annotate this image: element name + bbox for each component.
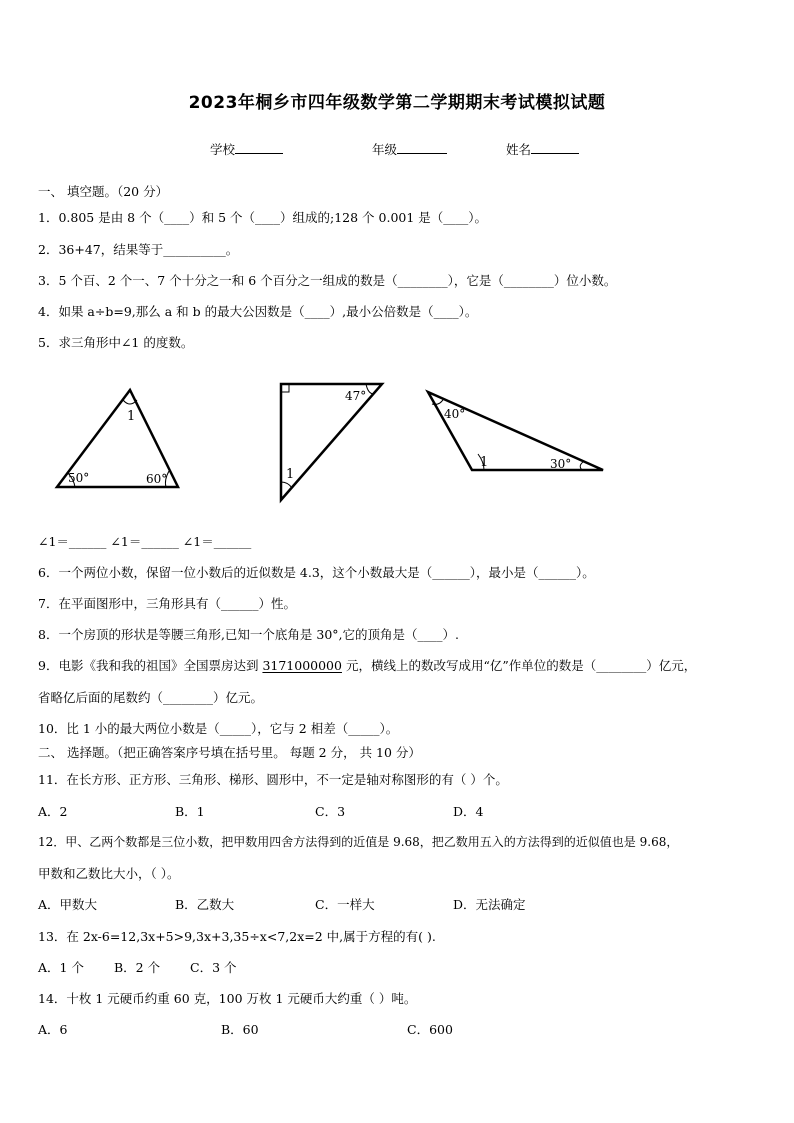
q11-option-d[interactable]: D．4: [453, 804, 484, 819]
q14-option-a[interactable]: A．6: [38, 1022, 68, 1037]
question-12: 12．甲、乙两个数都是三位小数，把甲数用四舍方法得到的近值是 9.68，把乙数用五入的方法得到的近似值也是 9.68，: [38, 835, 679, 849]
triangle-3-angle-b: 30°: [550, 457, 572, 471]
q12-option-a[interactable]: A．甲数大: [38, 897, 98, 912]
q14-option-b[interactable]: B．60: [221, 1022, 259, 1037]
question-10: 10．比 1 小的最大两位小数是（_____），它与 2 相差（_____）。: [38, 721, 399, 736]
q11-option-c[interactable]: C．3: [315, 804, 346, 819]
triangle-2: [281, 384, 382, 500]
question-3: 3．5 个百、2 个一、7 个十分之一和 6 个百分之一组成的数是（________），它是（________）位小数。: [38, 273, 617, 288]
q13-option-c[interactable]: C．3 个: [190, 960, 237, 975]
q12-option-d[interactable]: D．无法确定: [453, 897, 526, 912]
name-label: 姓名: [506, 142, 532, 157]
triangle-1-angle-a: 50°: [68, 471, 90, 485]
section1-header: 一、 填空题。（20 分）: [38, 184, 169, 199]
question-11: 11．在长方形、正方形、三角形、梯形、圆形中，不一定是轴对称图形的有（ ）个。: [38, 772, 508, 787]
question-9: [38, 656, 696, 674]
question-14: 14．十枚 1 元硬币约重 60 克，100 万枚 1 元硬币大约重（ ）吨。: [38, 991, 417, 1006]
question-1: 1．0.805 是由 8 个（____）和 5 个（____）组成的;128 个 0.001 是（____）。: [38, 210, 488, 225]
triangle-2-angle-a: 47°: [345, 389, 367, 403]
triangle-1: [57, 390, 178, 487]
school-label: 学校: [210, 142, 236, 157]
q13-option-b[interactable]: B．2 个: [114, 960, 161, 975]
section2-header: 二、 选择题。（把正确答案序号填在括号里。 每题 2 分， 共 10 分）: [38, 745, 421, 760]
question-9-post: 元，横线上的数改写成用“亿”作单位的数是（________）亿元，: [341, 658, 697, 673]
triangle-1-angle-label: 1: [127, 409, 136, 424]
question-4: 4．如果 a÷b=9,那么 a 和 b 的最大公因数是（____）,最小公倍数是（____）。: [38, 304, 478, 319]
q13-option-a[interactable]: A．1 个: [38, 960, 84, 975]
triangle-1-angle-b: 60°: [146, 472, 168, 486]
question-12-line2: 甲数和乙数比大小，（ ）。: [38, 866, 180, 881]
question-9-pre: 9．电影《我和我的祖国》全国票房达到: [38, 658, 263, 673]
school-field: [210, 140, 283, 158]
triangle-figures: [0, 370, 794, 510]
question-9-line2: 省略亿后面的尾数约（________）亿元。: [38, 690, 264, 705]
grade-field: [372, 140, 447, 158]
school-blank[interactable]: [235, 141, 283, 154]
question-13: 13．在 2x-6=12,3x+5>9,3x+3,35÷x<7,2x=2 中,属于方程的有( ).: [38, 929, 436, 944]
q14-option-c[interactable]: C．600: [407, 1022, 453, 1037]
grade-label: 年级: [372, 142, 398, 157]
page-title: 2023年桐乡市四年级数学第二学期期末考试模拟试题: [188, 93, 606, 113]
q11-option-b[interactable]: B．1: [175, 804, 205, 819]
q11-option-a[interactable]: A．2: [38, 804, 68, 819]
question-9-number: 3171000000: [262, 658, 342, 673]
question-6: 6．一个两位小数，保留一位小数后的近似数是 4.3，这个小数最大是（______），最小是（______）。: [38, 565, 595, 580]
triangle-3-angle-a: 40°: [444, 407, 466, 421]
triangle-3: [428, 392, 603, 471]
question-7: 7．在平面图形中，三角形具有（______）性。: [38, 596, 296, 611]
question-5: 5．求三角形中∠1 的度数。: [38, 335, 194, 350]
triangle-2-angle-label: 1: [286, 467, 295, 482]
triangle-3-angle-label: 1: [480, 455, 489, 470]
question-8: 8．一个房顶的形状是等腰三角形,已知一个底角是 30°,它的顶角是（____）.: [38, 627, 460, 642]
question-2: 2．36+47，结果等于__________。: [38, 242, 239, 257]
q12-option-b[interactable]: B．乙数大: [175, 897, 235, 912]
name-blank[interactable]: [531, 141, 579, 154]
question-5-answers: ∠1＝______ ∠1＝______ ∠1＝______: [38, 534, 252, 549]
name-field: [506, 140, 579, 158]
q12-option-c[interactable]: C．一样大: [315, 897, 375, 912]
grade-blank[interactable]: [397, 141, 447, 154]
